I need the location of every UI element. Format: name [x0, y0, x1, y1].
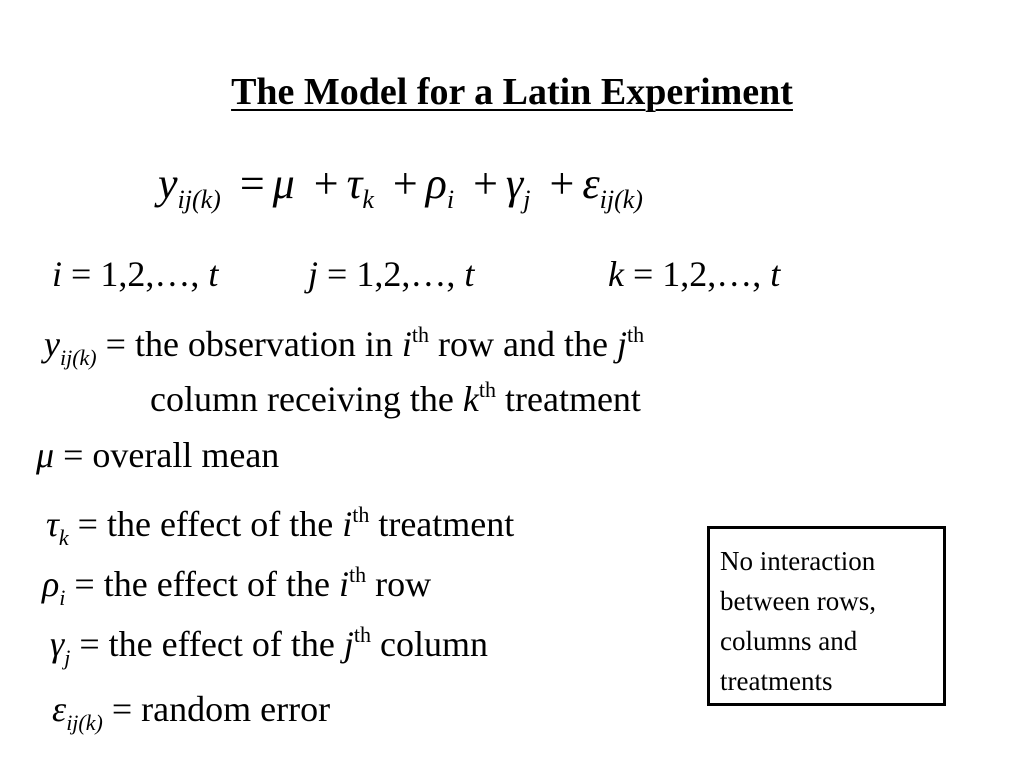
- def-text: the effect of the: [103, 564, 339, 604]
- def-var: i: [401, 324, 412, 364]
- def-text: the effect of the: [108, 624, 344, 664]
- equals: =: [70, 624, 109, 664]
- eq-tau-subscript: k: [362, 185, 374, 214]
- def-text: overall mean: [92, 435, 280, 475]
- def-rho-symbol: ρ: [42, 564, 60, 604]
- eq-plus: +: [473, 159, 498, 208]
- def-rho: [42, 562, 431, 611]
- eq-rho: ρ: [425, 159, 447, 208]
- eq-epsilon: ε: [582, 159, 600, 208]
- def-text: column: [370, 624, 488, 664]
- ordinal-suffix: th: [411, 322, 430, 347]
- eq-y: y: [158, 159, 178, 208]
- def-var: i: [342, 504, 353, 544]
- range-end: t: [464, 254, 475, 294]
- def-text: the observation in: [134, 324, 402, 364]
- eq-gamma: γ: [505, 159, 524, 208]
- eq-equals: =: [239, 159, 265, 208]
- def-mu-symbol: μ: [36, 435, 55, 475]
- equals: =: [68, 504, 107, 544]
- def-tau: [46, 502, 514, 551]
- range-i: [52, 253, 218, 295]
- equals: =: [96, 324, 135, 364]
- eq-tau: τ: [346, 159, 363, 208]
- def-rho-subscript: i: [59, 585, 66, 610]
- def-var: j: [343, 624, 354, 664]
- equals: =: [65, 564, 104, 604]
- def-mu: [36, 434, 279, 476]
- range-text: = 1,2,…,: [62, 254, 209, 294]
- range-j: [308, 253, 474, 295]
- def-gamma-symbol: γ: [50, 624, 65, 664]
- def-epsilon-subscript: ij(k): [66, 710, 103, 735]
- eq-epsilon-subscript: ij(k): [599, 185, 643, 214]
- def-text: row: [366, 564, 432, 604]
- eq-mu: μ: [272, 159, 295, 208]
- def-y-line2: [150, 377, 641, 420]
- def-y-symbol: y: [44, 324, 60, 364]
- range-text: = 1,2,…,: [318, 254, 465, 294]
- eq-plus: +: [313, 159, 339, 208]
- range-var: j: [308, 254, 319, 294]
- eq-plus: +: [392, 159, 418, 208]
- range-text: = 1,2,…,: [623, 254, 771, 294]
- def-tau-symbol: τ: [46, 504, 59, 544]
- def-var: i: [338, 564, 349, 604]
- equals: =: [102, 689, 142, 729]
- equals: =: [54, 435, 93, 475]
- def-var: j: [617, 324, 628, 364]
- range-var: i: [52, 254, 63, 294]
- ordinal-suffix: th: [352, 502, 370, 527]
- ordinal-suffix: th: [627, 322, 645, 347]
- model-equation: [158, 158, 643, 215]
- def-text: the effect of the: [106, 504, 343, 544]
- def-epsilon-symbol: ε: [52, 689, 67, 729]
- eq-rho-subscript: i: [446, 185, 455, 214]
- def-var: k: [462, 379, 479, 419]
- page-title: The Model for a Latin Experiment: [231, 71, 793, 113]
- def-text: random error: [141, 689, 331, 729]
- eq-plus: +: [549, 159, 575, 208]
- def-y-subscript: ij(k): [59, 345, 97, 370]
- def-epsilon: [52, 688, 330, 736]
- range-end: t: [208, 254, 219, 294]
- def-gamma: [50, 622, 488, 671]
- def-text: row and the: [429, 324, 617, 364]
- def-y-line1: [44, 322, 644, 371]
- range-end: t: [770, 254, 781, 294]
- ordinal-suffix: th: [353, 622, 371, 647]
- eq-gamma-subscript: j: [523, 185, 531, 214]
- def-text: treatment: [496, 379, 641, 419]
- def-text: treatment: [369, 504, 515, 544]
- no-interaction-note: No interaction between rows, columns and treatments: [707, 526, 946, 706]
- ordinal-suffix: th: [348, 562, 367, 587]
- def-gamma-subscript: j: [64, 645, 71, 670]
- range-var: k: [608, 254, 624, 294]
- eq-y-subscript: ij(k): [177, 185, 221, 214]
- ordinal-suffix: th: [478, 377, 496, 402]
- def-tau-subscript: k: [58, 525, 69, 550]
- range-k: [608, 253, 780, 295]
- def-text: column receiving the: [150, 379, 463, 419]
